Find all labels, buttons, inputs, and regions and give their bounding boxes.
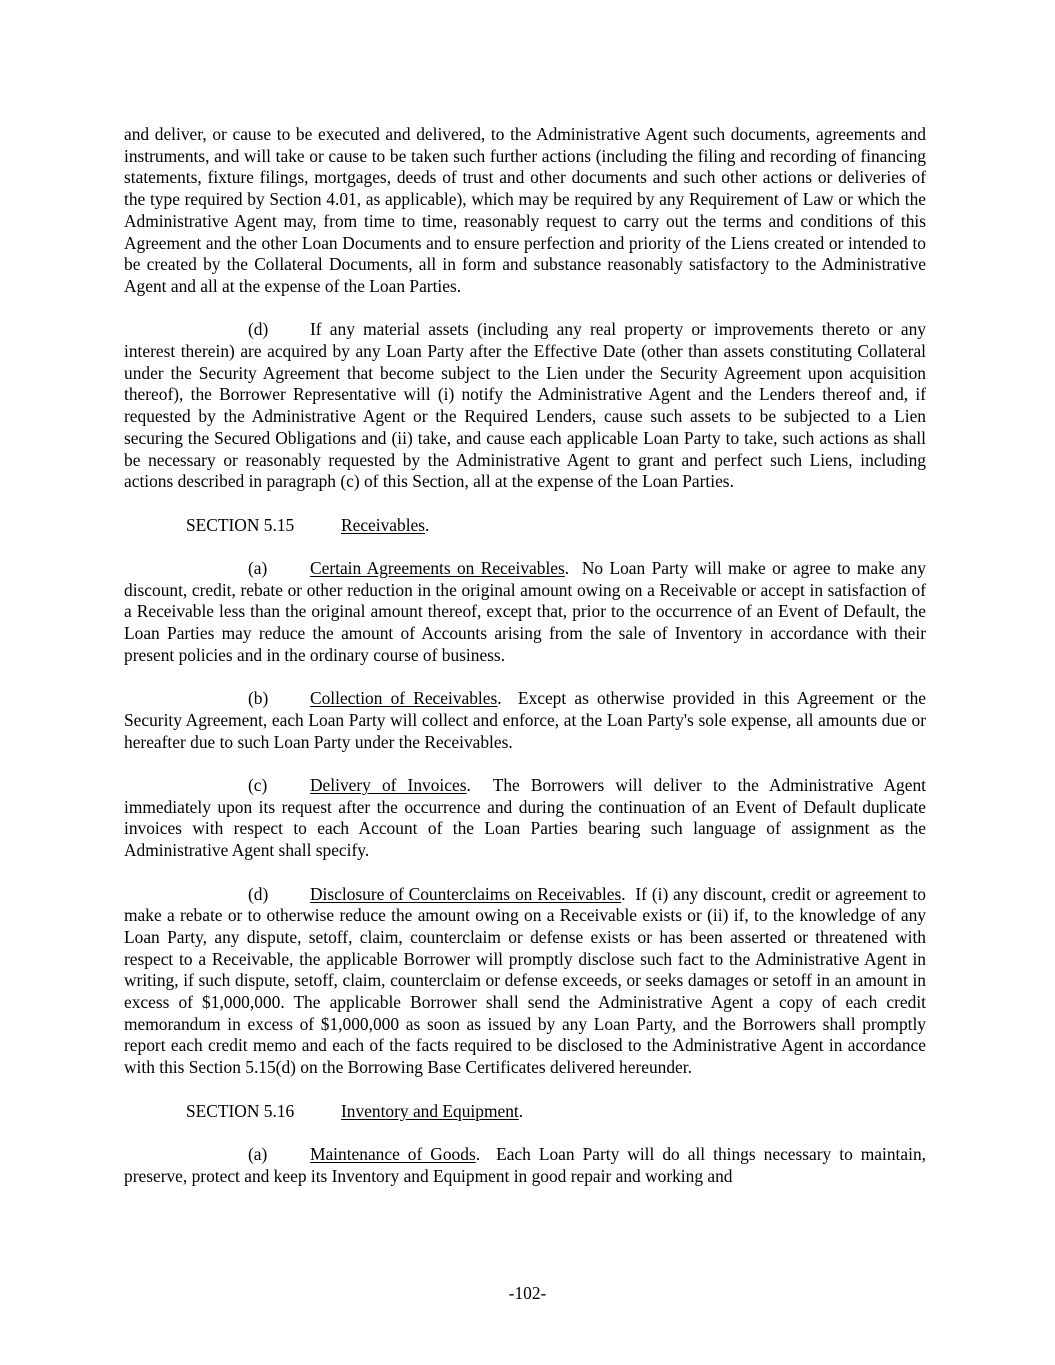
paragraph-text: If any material assets (including any real property or improvements thereto or any interest therein) are acquired by any Loan Party after the Effective Date (other than assets constituting Collateral under the Security Agreement that become subject to the Lien under the Security Agreement upon acquisition thereof), the Borrower Representative will (i) notify the Administrative Agent and the Lenders thereof and, if requested by the Administrative Agent or the Required Lenders, cause such assets to be subjected to a Lien securing the Secured Obligations and (ii) take, and cause each applicable Loan Party to take, such actions as shall be necessary or reasonably requested by the Administrative Agent to grant and perfect such Liens, including actions described in paragraph (c) of this Section, all at the expense of the Loan Parties.: [124, 319, 926, 492]
section-5-15-item-c: (c) Delivery of Invoices. The Borrowers will deliver to the Administrative Agent immediately upon its request after the occurrence and during the continuation of an Event of Default duplicate invoices with respect to each Account of the Loan Parties bearing such language of assignment as the Administrative Agent shall specify.: [124, 775, 926, 861]
item-text: Except as otherwise provided in this Agreement or the Security Agreement, each Loan Party will collect and enforce, at the Loan Party's sole expense, all amounts due or hereafter due to such Loan Party under the Receivables.: [124, 688, 926, 752]
document-page: [124, 124, 926, 1209]
section-5-15-heading: SECTION 5.15 Receivables.: [186, 514, 430, 535]
page-number: -102-: [508, 1283, 547, 1303]
paragraph-c-continuation: and deliver, or cause to be executed and delivered, to the Administrative Agent such documents, agreements and instruments, and will take or cause to be taken such further actions (including the filing and recording of financing statements, fixture filings, mortgages, deeds of trust and other documents and such other actions or deliveries of the type required by Section 4.01, as applicable), which may be required by any Requirement of Law or which the Administrative Agent may, from time to time, reasonably request to carry out the terms and conditions of this Agreement and the other Loan Documents and to ensure perfection and priority of the Liens created or intended to be created by the Collateral Documents, all in form and substance reasonably satisfactory to the Administrative Agent and all at the expense of the Loan Parties.: [124, 124, 926, 296]
item-tag: (a): [248, 558, 268, 579]
item-tag: (a): [248, 1143, 268, 1164]
section-5-16-heading: SECTION 5.16 Inventory and Equipment.: [186, 1100, 524, 1121]
item-text: No Loan Party will make or agree to make any discount, credit, rebate or other reduction in the original amount owing on a Receivable or accept in satisfaction of a Receivable less than the original amount thereof, except that, prior to the occurrence of an Event of Default, the Loan Parties may reduce the amount of Accounts arising from the sale of Inventory in accordance with their present policies and in the ordinary course of business.: [124, 558, 927, 665]
item-text: The Borrowers will deliver to the Administrative Agent immediately upon its request after the occurrence and during the continuation of an Event of Default duplicate invoices with respect to each Account of the Loan Parties bearing such language of assignment as the Administrative Agent shall specify.: [124, 775, 926, 861]
section-title: Receivables: [341, 514, 426, 535]
item-tag: (d): [248, 883, 269, 904]
item-heading: Certain Agreements on Receivables: [310, 558, 565, 579]
item-heading: Maintenance of Goods: [310, 1143, 476, 1164]
item-text: If (i) any discount, credit or agreement to make a rebate or to otherwise reduce the amount owing on a Receivable exists or (ii) if, to the knowledge of any Loan Party, any dispute, setoff, claim, counterclaim or defense exists or has been asserted or threatened with respect to a Receivable, the applicable Borrower will promptly disclose such fact to the Administrative Agent in writing, if such dispute, setoff, claim, counterclaim or defense exceeds, or seeks damages or setoff in an amount in excess of $1,000,000. The applicable Borrower shall send the Administrative Agent a copy of each credit memorandum in excess of $1,000,000 as soon as issued by any Loan Party, and the Borrowers shall promptly report each credit memo and each of the facts required to be disclosed to the Administrative Agent in accordance with this Section 5.15(d) on the Borrowing Base Certificates delivered hereunder.: [124, 883, 926, 1078]
section-5-15-item-d: (d) Disclosure of Counterclaims on Receivables. If (i) any discount, credit or agreement to make a rebate or to otherwise reduce the amount owing on a Receivable exists or (ii) if, to the knowledge of any Loan Party, any dispute, setoff, claim, counterclaim or defense exists or has been asserted or threatened with respect to a Receivable, the applicable Borrower will promptly disclose such fact to the Administrative Agent in writing, if such dispute, setoff, claim, counterclaim or defense exceeds, or seeks damages or setoff in an amount in excess of $1,000,000. The applicable Borrower shall send the Administrative Agent a copy of each credit memorandum in excess of $1,000,000 as soon as issued by any Loan Party, and the Borrowers shall promptly report each credit memo and each of the facts required to be disclosed to the Administrative Agent in accordance with this Section 5.15(d) on the Borrowing Base Certificates delivered hereunder.: [124, 883, 926, 1078]
section-title: Inventory and Equipment: [341, 1100, 519, 1121]
item-tag: (c): [248, 775, 268, 796]
section-5-15-item-b: (b) Collection of Receivables. Except as otherwise provided in this Agreement or the Security Agreement, each Loan Party will collect and enforce, at the Loan Party's sole expense, all amounts due or hereafter due to such Loan Party under the Receivables.: [124, 688, 926, 752]
paragraph-tag: (d): [248, 319, 269, 340]
section-number: SECTION 5.15: [186, 514, 295, 535]
section-5-15-item-a: (a) Certain Agreements on Receivables. No Loan Party will make or agree to make any discount, credit, rebate or other reduction in the original amount owing on a Receivable or accept in satisfaction of a Receivable less than the original amount thereof, except that, prior to the occurrence of an Event of Default, the Loan Parties may reduce the amount of Accounts arising from the sale of Inventory in accordance with their present policies and in the ordinary course of business.: [124, 558, 927, 665]
item-heading: Delivery of Invoices: [310, 775, 467, 796]
item-heading: Disclosure of Counterclaims on Receivables: [310, 883, 622, 904]
section-number: SECTION 5.16: [186, 1100, 295, 1121]
item-text: Each Loan Party will do all things necessary to maintain, preserve, protect and keep its Inventory and Equipment in good repair and working and: [124, 1143, 926, 1186]
item-heading: Collection of Receivables: [310, 688, 498, 709]
section-5-16-item-a: (a) Maintenance of Goods. Each Loan Party will do all things necessary to maintain, preserve, protect and keep its Inventory and Equipment in good repair and working and: [124, 1143, 926, 1186]
paragraph-d: [124, 319, 926, 493]
item-tag: (b): [248, 688, 269, 709]
